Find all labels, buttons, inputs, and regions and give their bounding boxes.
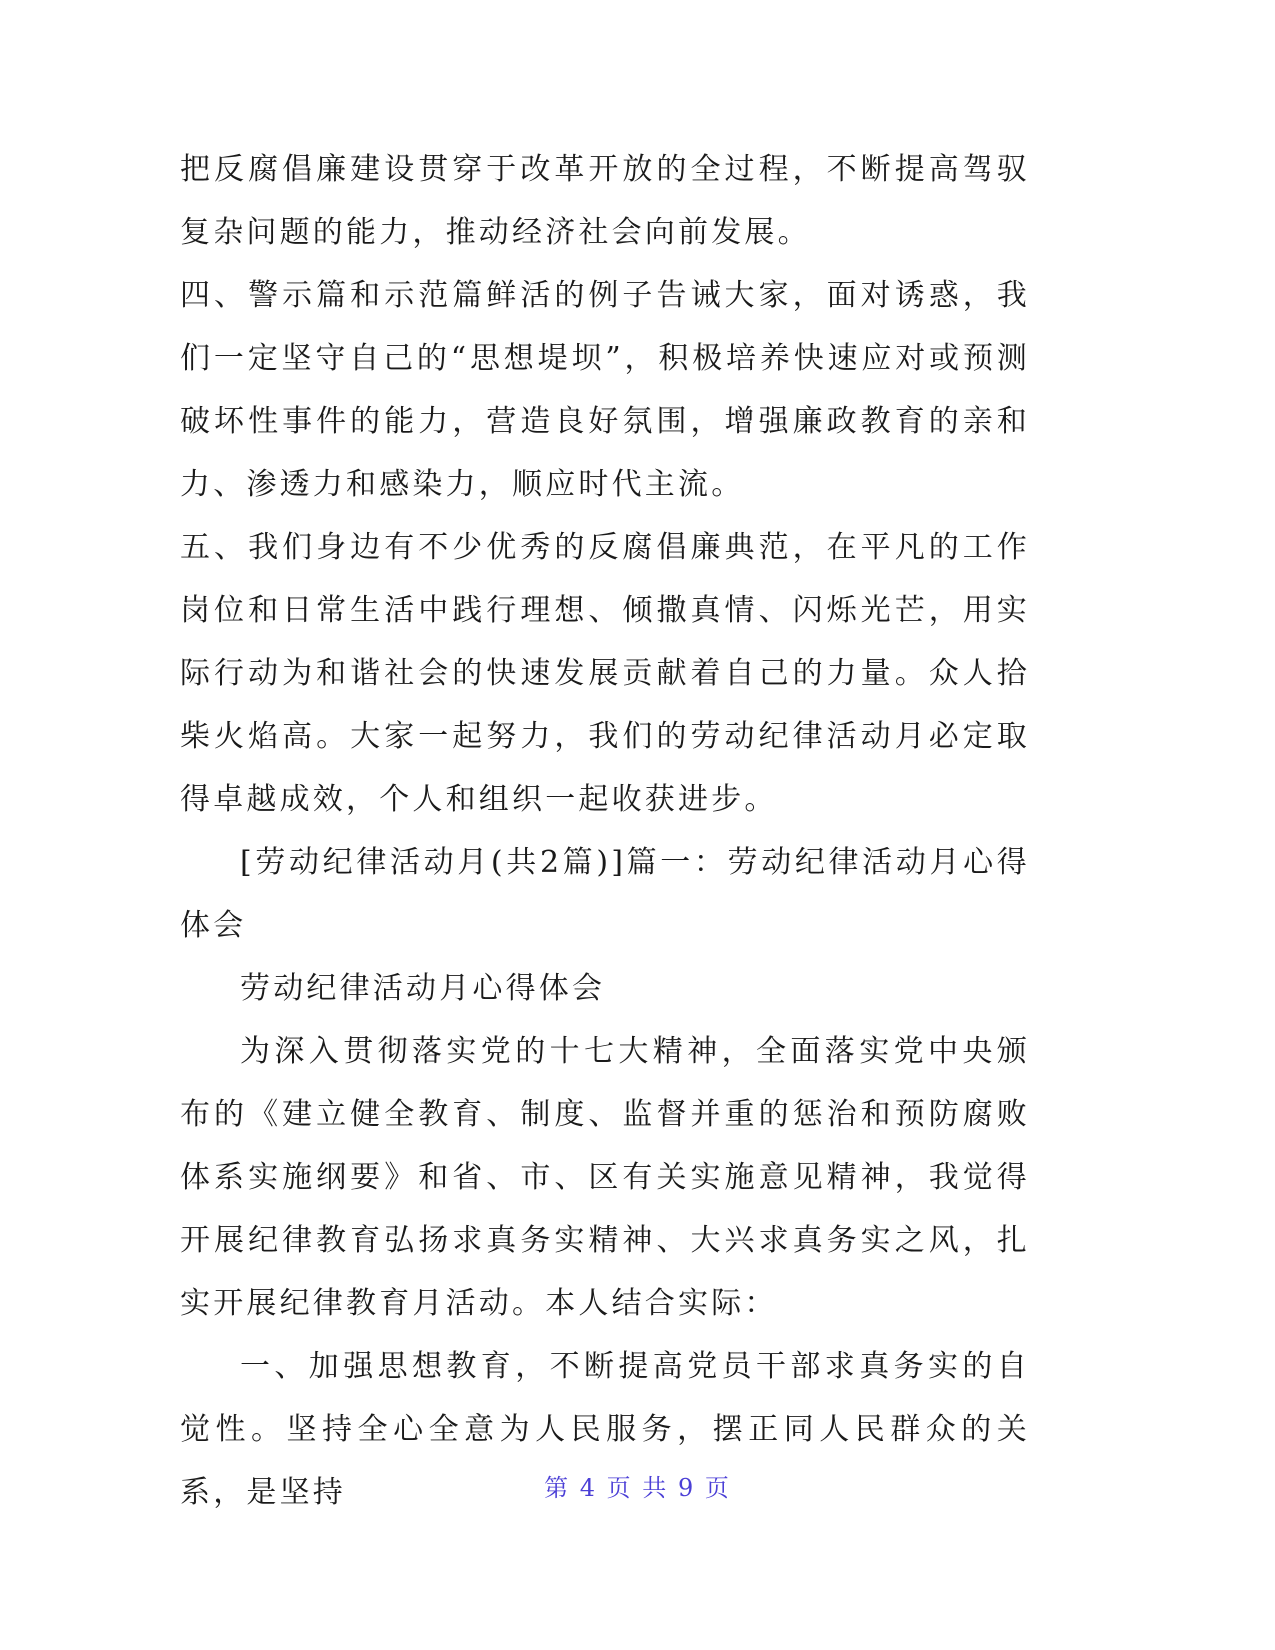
footer-prefix: 第 bbox=[544, 1474, 571, 1502]
total-page-number: 9 bbox=[677, 1474, 696, 1502]
document-body bbox=[180, 138, 1030, 1524]
paragraph-point-four: 四、警示篇和示范篇鲜活的例子告诫大家，面对诱惑，我们一定坚守自己的“思想堤坝”，积极培养快速应对或预测破坏性事件的能力，营造良好氛围，增强廉政教育的亲和力、渗透力和感染力，顺应时代主流。 bbox=[180, 278, 1030, 502]
article-title: 劳动纪律活动月心得体会 bbox=[240, 971, 606, 1006]
paragraph-continuation: 把反腐倡廉建设贯穿于改革开放的全过程，不断提高驾驭复杂问题的能力，推动经济社会向前发展。 bbox=[180, 152, 1030, 250]
page-number-footer bbox=[0, 1468, 1275, 1503]
section-heading: [劳动纪律活动月(共2篇)]篇一：劳动纪律活动月心得体会 bbox=[180, 845, 1030, 943]
paragraph-point-one: 一、加强思想教育，不断提高党员干部求真务实的自觉性。坚持全心全意为人民服务，摆正同人民群众的关系，是坚持 bbox=[180, 1349, 1030, 1510]
current-page-number: 4 bbox=[579, 1474, 598, 1502]
paragraph-intro: 为深入贯彻落实党的十七大精神，全面落实党中央颁布的《建立健全教育、制度、监督并重的惩治和预防腐败体系实施纲要》和省、市、区有关实施意见精神，我觉得开展纪律教育弘扬求真务实精神、大兴求真务实之风，扎实开展纪律教育月活动。本人结合实际： bbox=[180, 1034, 1030, 1321]
paragraph-point-five: 五、我们身边有不少优秀的反腐倡廉典范，在平凡的工作岗位和日常生活中践行理想、倾撒真情、闪烁光芒，用实际行动为和谐社会的快速发展贡献着自己的力量。众人拾柴火焰高。大家一起努力，我们的劳动纪律活动月必定取得卓越成效，个人和组织一起收获进步。 bbox=[180, 530, 1030, 817]
footer-suffix: 页 bbox=[704, 1474, 731, 1502]
footer-middle: 页 共 bbox=[606, 1474, 669, 1502]
